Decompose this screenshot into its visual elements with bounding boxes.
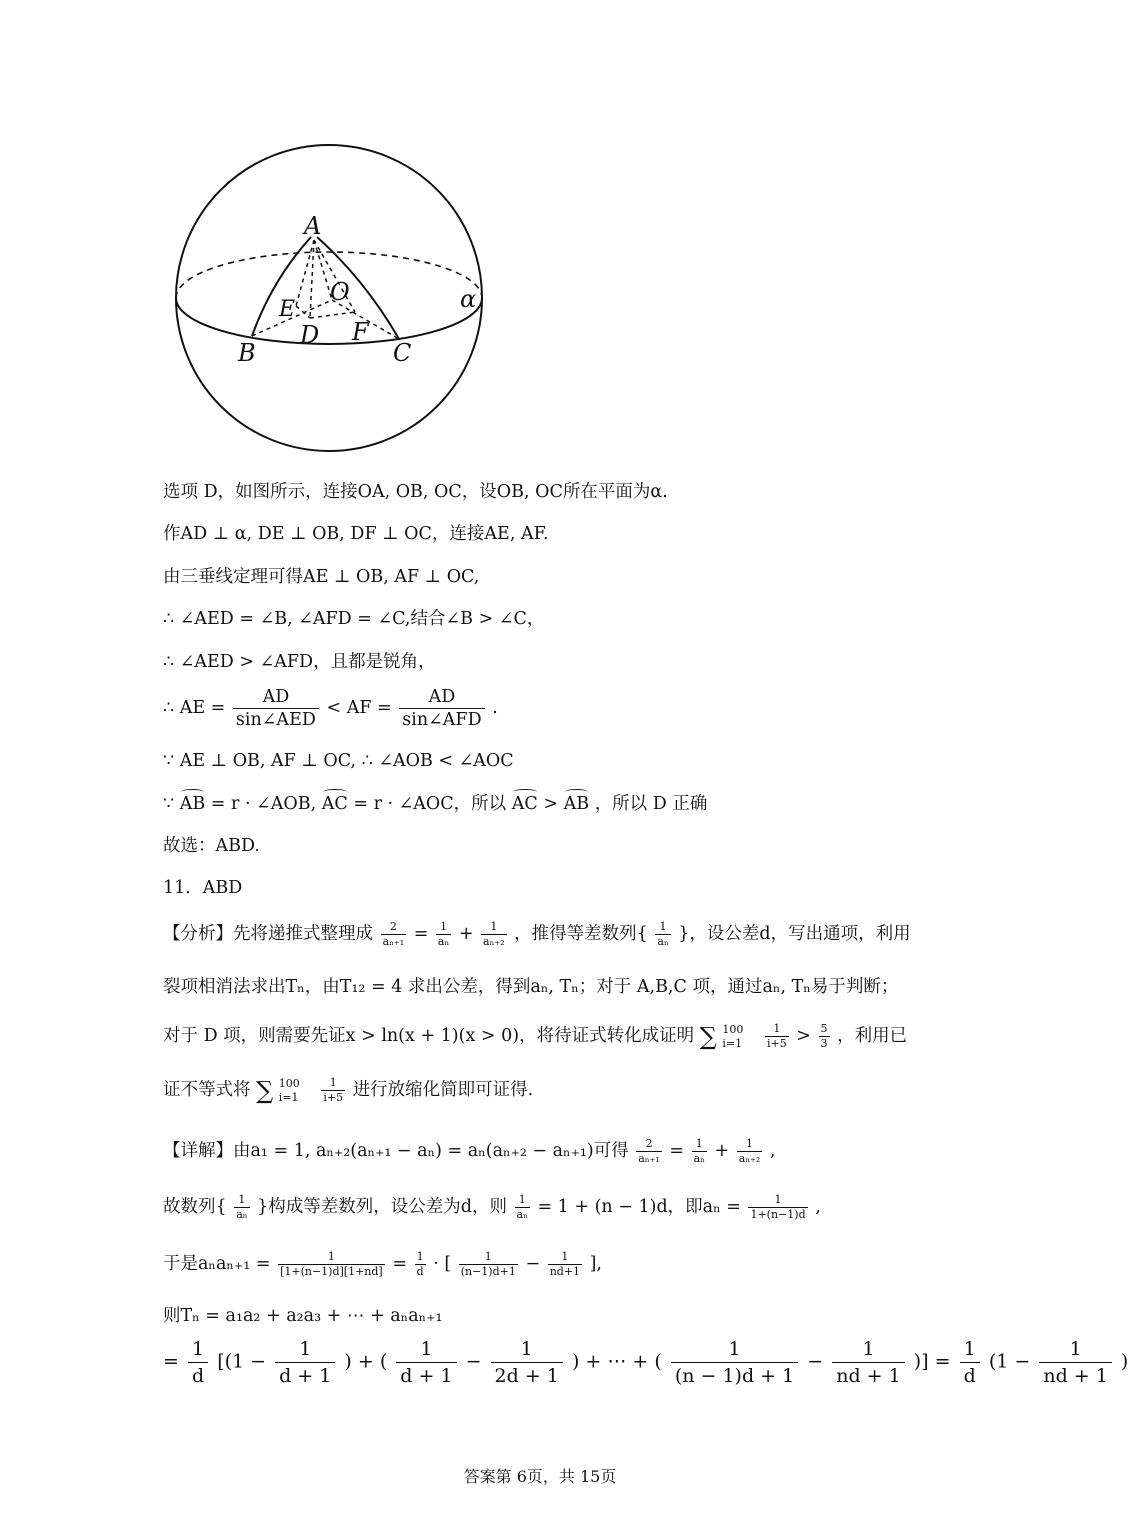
text: − [465, 1350, 482, 1373]
denominator: aₙ [437, 935, 450, 948]
fraction [737, 1137, 763, 1166]
text: 证不等式将 [163, 1080, 251, 1100]
line-11: 【分析】先将递推式整理成 $\frac{2}{\text{aₙ₊₁}}$ = $\frac{1}{\text{aₙ}}$ + $\frac{1}{\text{aₙ₊₂}}$ ，推得等差数列{ $\frac{1}{\text{aₙ}}$ }，设公差d，写出通项，利用 [163, 920, 911, 948]
text: − [807, 1350, 824, 1373]
fraction [671, 1336, 798, 1389]
text: ，所以 D 正确 [594, 794, 708, 814]
numerator: 1 [748, 1193, 807, 1208]
numerator: 1 [548, 1250, 582, 1265]
denominator: d + 1 [400, 1365, 453, 1387]
line-18: 则Tₙ = a₁a₂ + a₂a₃ + ⋯ + aₙaₙ₊₁ [163, 1306, 443, 1326]
lower-limit: i=1 [722, 1036, 743, 1050]
fraction [765, 1022, 789, 1051]
denominator: d [963, 1365, 976, 1387]
fraction [515, 1193, 530, 1222]
fraction [415, 1250, 426, 1279]
text: ) + ( [344, 1350, 388, 1373]
line-10: 11．ABD [163, 878, 243, 898]
text: }，设公差d，写出通项，利用 [678, 924, 911, 944]
text: ∵ [163, 794, 175, 814]
denominator: aₙ₊₂ [483, 935, 505, 948]
line-14 [163, 1076, 533, 1105]
text: > [796, 1026, 811, 1046]
line-3: 由三垂线定理可得AE ⊥ OB, AF ⊥ OC, [163, 567, 480, 587]
text: < AF = [326, 698, 392, 718]
text: , [815, 1197, 821, 1217]
denominator: aₙ [516, 1208, 528, 1221]
line-17 [163, 1250, 602, 1279]
text: ) [1120, 1350, 1128, 1373]
denominator: [1+(n−1)d][1+nd] [280, 1265, 383, 1278]
numerator: 1 [278, 1250, 385, 1265]
fraction [396, 1336, 456, 1389]
denominator: 1+(n−1)d [750, 1208, 806, 1221]
text: 【分析】先将递推式整理成 [163, 924, 373, 944]
numerator: 1 [415, 1250, 426, 1265]
denominator: aₙ₊₂ [738, 1152, 761, 1165]
text: = [392, 1254, 407, 1274]
denominator: aₙ [657, 935, 669, 948]
arc-ac-text: AC [511, 794, 538, 814]
sum-limits [722, 1023, 743, 1051]
numerator: 1 [188, 1336, 208, 1363]
text: ，利用已 [837, 1026, 908, 1046]
text: ], [589, 1254, 602, 1274]
text: . [492, 698, 498, 718]
fraction [188, 1336, 208, 1389]
text: 【详解】由a₁ = 1, aₙ₊₂(aₙ₊₁ − aₙ) = aₙ(aₙ₊₂ − aₙ₊₁)可得 [163, 1141, 629, 1161]
fraction [960, 1336, 980, 1389]
denominator: aₙ [693, 1152, 705, 1165]
line-5: ∴ ∠AED > ∠AFD，且都是锐角， [163, 652, 436, 672]
text: ∴ AE = [163, 698, 226, 718]
numerator: 1 [737, 1137, 763, 1152]
arc-ab-text: AB [179, 794, 206, 814]
numerator: 1 [960, 1336, 980, 1363]
denominator: aₙ [236, 1208, 248, 1221]
sphere-outline [176, 145, 482, 451]
denominator: (n−1)d+1 [460, 1265, 516, 1278]
fraction [459, 1250, 518, 1279]
text: = 1 + (n − 1)d，即aₙ = [537, 1197, 741, 1217]
numerator: 1 [765, 1022, 789, 1037]
fraction [381, 920, 407, 949]
numerator: 1 [655, 920, 670, 935]
text: > [543, 794, 559, 814]
label-A: A [304, 212, 322, 240]
label-alpha: α [460, 285, 477, 313]
lower-limit: i=1 [278, 1090, 299, 1104]
numerator: AD [233, 686, 319, 709]
arc-ac-text: AC [321, 794, 348, 814]
denominator: sin∠AFD [402, 710, 482, 730]
plane-alpha-back [176, 252, 482, 298]
sigma: ∑ [699, 1022, 717, 1051]
numerator: 1 [515, 1193, 530, 1208]
denominator: 2d + 1 [494, 1365, 559, 1387]
text: 故数列{ [163, 1197, 227, 1217]
line-1: 选项 D，如图所示，连接OA, OB, OC，设OB, OC所在平面为α. [163, 482, 668, 502]
page-footer: 答案第 6页，共 15页 [463, 1467, 617, 1486]
text: = [163, 1350, 179, 1373]
sigma: ∑ [256, 1076, 274, 1105]
denominator: nd + 1 [1043, 1365, 1108, 1387]
denominator: sin∠AED [235, 710, 316, 730]
fraction [234, 1193, 249, 1222]
fraction [275, 1336, 335, 1389]
denominator: d + 1 [279, 1365, 332, 1387]
text: }构成等差数列，设公差为d，则 [257, 1197, 507, 1217]
text: 进行放缩化简即可证得. [352, 1080, 534, 1100]
numerator: 1 [671, 1336, 798, 1363]
numerator: 2 [636, 1137, 662, 1152]
line-16 [163, 1193, 821, 1222]
denominator: nd + 1 [836, 1365, 901, 1387]
fraction [692, 1137, 707, 1166]
text: · [ [433, 1254, 452, 1274]
numerator: 1 [275, 1336, 335, 1363]
denominator: aₙ₊₁ [382, 935, 405, 948]
numerator: 1 [459, 1250, 518, 1265]
plane-alpha-front [176, 298, 482, 344]
fraction [481, 920, 507, 949]
fraction [655, 920, 670, 949]
label-F: F [352, 318, 369, 346]
label-B: B [238, 339, 256, 367]
numerator: 1 [1039, 1336, 1112, 1363]
denominator: d [416, 1265, 424, 1278]
text: )] = [913, 1350, 951, 1373]
text: ，推得等差数列{ [514, 924, 648, 944]
denominator: aₙ₊₁ [638, 1152, 660, 1165]
fraction [321, 1076, 345, 1105]
line-13 [163, 1022, 907, 1051]
label-E: E [279, 297, 296, 322]
label-C: C [393, 339, 412, 367]
text: ) + ⋯ + ( [571, 1350, 662, 1373]
numerator: 1 [436, 920, 451, 935]
text: = r · ∠AOB, [210, 794, 317, 814]
fraction [399, 686, 484, 731]
text: 于是aₙaₙ₊₁ = [163, 1254, 271, 1274]
line-6 [163, 686, 498, 731]
denominator: 3 [820, 1037, 828, 1050]
text: 对于 D 项，则需要先证x > ln(x + 1)(x > 0)，将待证式转化成证明 [163, 1026, 695, 1046]
numerator: 1 [321, 1076, 345, 1091]
sum-limits [279, 1077, 300, 1105]
arc-ab-text: AB [563, 794, 590, 814]
line-7: ∵ AE ⊥ OB, AF ⊥ OC, ∴ ∠AOB < ∠AOC [163, 751, 514, 771]
fraction [748, 1193, 807, 1222]
line-12: 裂项相消法求出Tₙ，由T₁₂ = 4 求出公差，得到aₙ, Tₙ；对于 A,B,C 项，通过aₙ, Tₙ易于判断； [163, 977, 899, 997]
upper-limit: 100 [278, 1076, 300, 1090]
fraction [233, 686, 319, 731]
fraction [278, 1250, 385, 1279]
line-19 [163, 1336, 1128, 1389]
line-15: 【详解】由a₁ = 1, aₙ₊₂(aₙ₊₁ − aₙ) = aₙ(aₙ₊₂ − aₙ₊₁)可得 $\frac{2}{\text{aₙ₊₁}}$ = $\frac{1}{\text{aₙ}}$ + $\frac{1}{\text{aₙ₊₂}}$ , [163, 1137, 776, 1165]
text: [(1 − [217, 1350, 267, 1373]
numerator: 1 [832, 1336, 905, 1363]
text: (1 − [988, 1350, 1031, 1373]
text: − [525, 1254, 541, 1274]
numerator: 2 [381, 920, 407, 935]
denominator: i+5 [323, 1091, 344, 1104]
numerator: 1 [396, 1336, 456, 1363]
numerator: 1 [692, 1137, 707, 1152]
label-O: O [330, 278, 350, 306]
line-4: ∴ ∠AED = ∠B, ∠AFD = ∠C,结合∠B > ∠C， [163, 609, 545, 629]
text: = r · ∠AOC，所以 [353, 794, 507, 814]
text: , [769, 1141, 776, 1161]
upper-limit: 100 [722, 1022, 744, 1036]
line-9: 故选：ABD. [163, 836, 260, 856]
fraction [636, 1137, 662, 1166]
fraction [1039, 1336, 1112, 1389]
sphere-diagram [160, 140, 500, 460]
line-8 [163, 792, 707, 816]
numerator: 5 [820, 1022, 828, 1035]
fraction [548, 1250, 582, 1279]
denominator: (n − 1)d + 1 [674, 1365, 795, 1387]
fraction [832, 1336, 905, 1389]
numerator: AD [399, 686, 484, 709]
numerator: 1 [491, 1336, 563, 1363]
fraction [491, 1336, 563, 1389]
fraction [436, 920, 451, 949]
line-2: 作AD ⊥ α, DE ⊥ OB, DF ⊥ OC，连接AE, AF. [163, 524, 549, 544]
denominator: d [191, 1365, 205, 1387]
label-D: D [300, 321, 320, 349]
denominator: i+5 [766, 1037, 787, 1050]
denominator: nd+1 [549, 1265, 581, 1278]
numerator: 1 [481, 920, 507, 935]
numerator: 1 [234, 1193, 249, 1208]
fraction [819, 1022, 830, 1051]
